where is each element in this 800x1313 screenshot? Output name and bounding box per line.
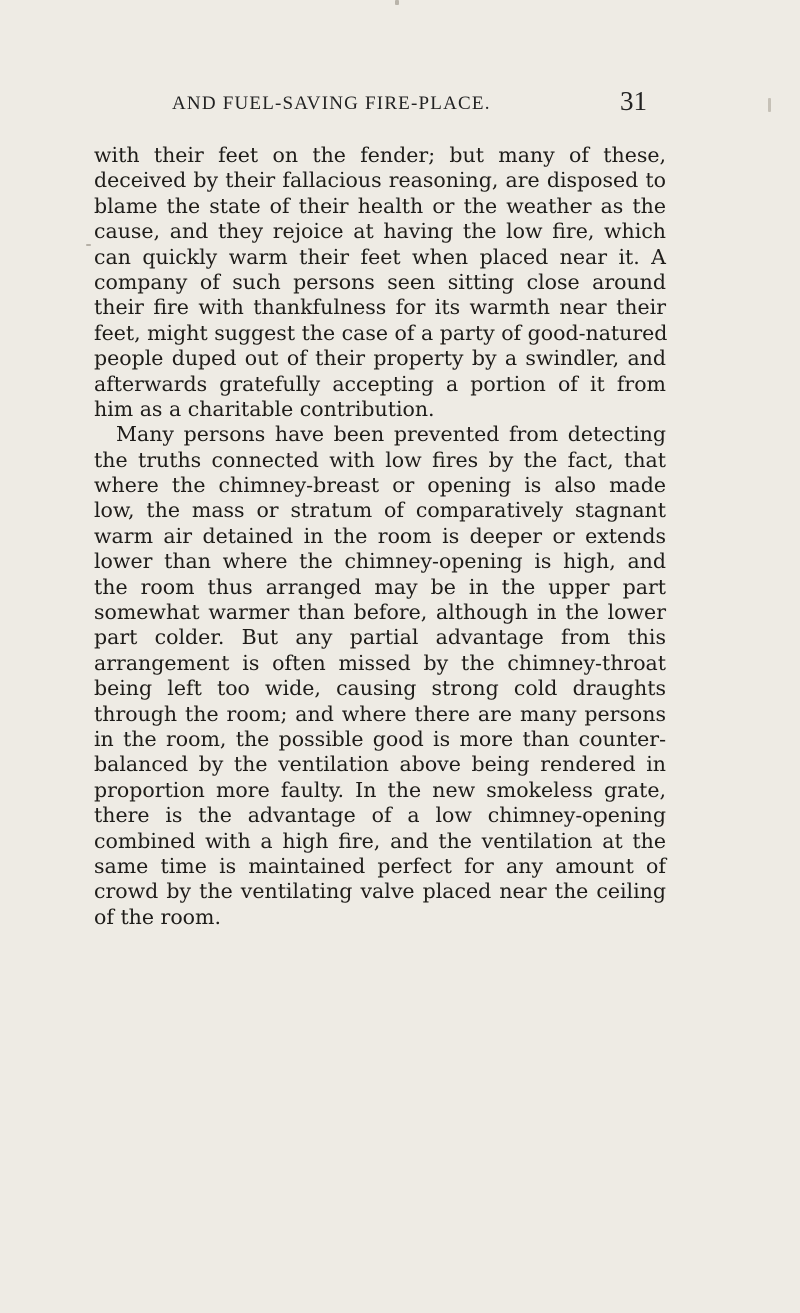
text-line: the room thus arranged may be in the upper part — [94, 574, 666, 599]
text-line: their fire with thankfulness for its warmth near their — [94, 295, 666, 320]
text-line: proportion more faulty. In the new smokeless grate, — [94, 777, 666, 802]
text-line: company of such persons seen sitting close around — [94, 269, 666, 294]
text-line: through the room; and where there are many persons — [94, 701, 666, 726]
text-line: balanced by the ventilation above being rendered in — [94, 752, 666, 777]
text-line: crowd by the ventilating valve placed near the ceiling — [94, 879, 666, 904]
text-line: same time is maintained perfect for any amount of — [94, 853, 666, 878]
text-line: can quickly warm their feet when placed near it. A — [94, 244, 666, 269]
text-line: feet, might suggest the case of a party of good-natured — [94, 320, 668, 345]
text-line: where the chimney-breast or opening is also made — [94, 473, 666, 498]
text-line: being left too wide, causing strong cold draughts — [94, 676, 666, 701]
text-line: in the room, the possible good is more than counter- — [94, 726, 666, 751]
text-line: low, the mass or stratum of comparatively stagnant — [94, 498, 666, 523]
text-line: part colder. But any partial advantage from this — [94, 625, 666, 650]
text-line: arrangement is often missed by the chimney-throat — [94, 650, 666, 675]
text-line: lower than where the chimney-opening is high, and — [94, 549, 666, 574]
text-line: somewhat warmer than before, although in the lower — [94, 600, 666, 625]
text-line: afterwards gratefully accepting a portion of it from — [94, 371, 666, 396]
paper-speck — [86, 244, 91, 246]
body-text — [94, 143, 666, 930]
text-line: with their feet on the fender; but many of these, — [94, 143, 666, 167]
paper-speck — [395, 0, 399, 5]
page-number: 31 — [620, 86, 647, 116]
text-line: there is the advantage of a low chimney-opening — [94, 803, 666, 828]
text-line: him as a charitable contribution. — [94, 396, 435, 421]
running-title: AND FUEL-SAVING FIRE-PLACE. — [172, 93, 491, 114]
text-line: of the room. — [94, 904, 221, 929]
text-line: combined with a high fire, and the ventilation at the — [94, 828, 666, 853]
text-line: Many persons have been prevented from detecting — [116, 422, 666, 447]
text-line: cause, and they rejoice at having the low fire, which — [94, 219, 666, 244]
text-line: blame the state of their health or the weather as the — [94, 193, 666, 218]
text-line: deceived by their fallacious reasoning, are disposed to — [94, 168, 666, 193]
text-line: the truths connected with low fires by the fact, that — [94, 447, 666, 472]
paper-speck — [768, 98, 771, 112]
text-line: warm air detained in the room is deeper or extends — [94, 523, 666, 548]
text-line: people duped out of their property by a swindler, and — [94, 346, 666, 371]
